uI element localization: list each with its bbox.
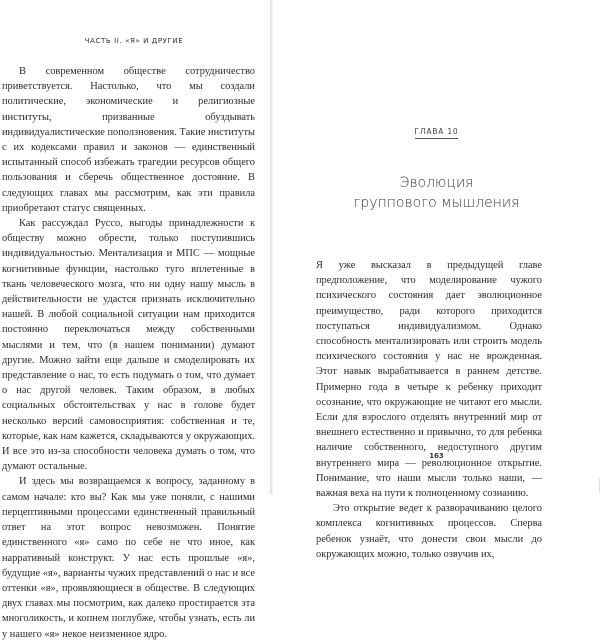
paragraph: Как рассуждал Руссо, выгоды принадлежности к обществу можно обрести, только поступившись индивидуальностью. Ментализация и МПС — мощные когнитивные функции, настолько туго вплетенные в ткань человеческого мозга, что ни одну нашу мысль в действительности не удастся признать исключительно нашей. В любой социальной ситуации нам приходится постоянно переключаться между собственными мыслями и тем, что (в нашем понимании) думают другие. Можно зайти еще дальше и смоделировать их представление о нас, то есть подумать о том, что думает о нас другой человек. Таким образом, в любых социальных обстоятельствах у нас в голове будет несколько версий самовосприятия: собственная и те, которые, как нам кажется, складываются у окружающих. И все это из-за способности человека думать о том, что думают остальные.	[2, 218, 255, 473]
chapter-title	[273, 173, 600, 213]
left-page-body	[2, 64, 255, 642]
right-page	[273, 0, 600, 560]
running-head: ЧАСТЬ II. «Я» И ДРУГИЕ	[84, 37, 184, 45]
paragraph: В современном обществе сотрудничество приветствуется. Настолько, что мы создали политические, экономические и религиозные институты, призванные обуздывать индивидуалистические поползновения. Такие институты с их кодексами правил и законов — единственный испытанный способ избежать трагедии ресурсов общего пользования и сберечь общественное достояние. В следующих главах мы рассмотрим, как эти правила приобретают статус священных.	[2, 66, 255, 214]
paragraph: И здесь мы возвращаемся к вопросу, заданному в самом начале: кто вы? Как мы уже поняли, с нашими перцептивными процессами единственный правильный ответ на этот вопрос невозможен. Понятие единственного «я» само по себе не что иное, как нарративный конструкт. У нас есть прошлые «я», будущие «я», варианты чужих представлений о нас и все оттенки «я», проявляющиеся в обществе. В следующих двух главах мы посмотрим, как далеко простирается эта многоликость, и копнем поглубже, чтобы узнать, есть ли у нашего «я» некое неизменное ядро.	[2, 476, 255, 640]
right-page-body	[316, 258, 542, 562]
chapter-title-line: Эволюция	[399, 175, 474, 191]
chapter-label: ГЛАВА 10	[273, 127, 600, 139]
chapter-title-line: группового мышления	[353, 195, 520, 211]
left-page	[0, 0, 270, 640]
page-number: 163	[429, 452, 444, 460]
paragraph: Это открытие ведет к разворачиванию целого комплекса когнитивных процессов. Сперва ребенок узнаёт, что донести свои мысли до окружающих можно, только озвучив их,	[316, 503, 542, 560]
paragraph: Я уже высказал в предыдущей главе предположение, что моделирование чужого психического состояния дает эволюционное преимущество, ради которого приходится поступаться индивидуализмом. Однако способность ментализировать или строить модель психического состояния у нас не врожденная. Этот навык вырабатывается в раннем детстве. Примерно года в четыре к ребенку приходит осознание, что окружающие не читают его мысли. Если для взрослого отделять внутренний мир от внешнего естественно и привычно, то для ребенка наличие собственного, недоступного другим внутреннего мира — революционное открытие. Понимание, что наши мысли только наши, — важная веха на пути к полноценному сознанию.	[316, 260, 542, 500]
